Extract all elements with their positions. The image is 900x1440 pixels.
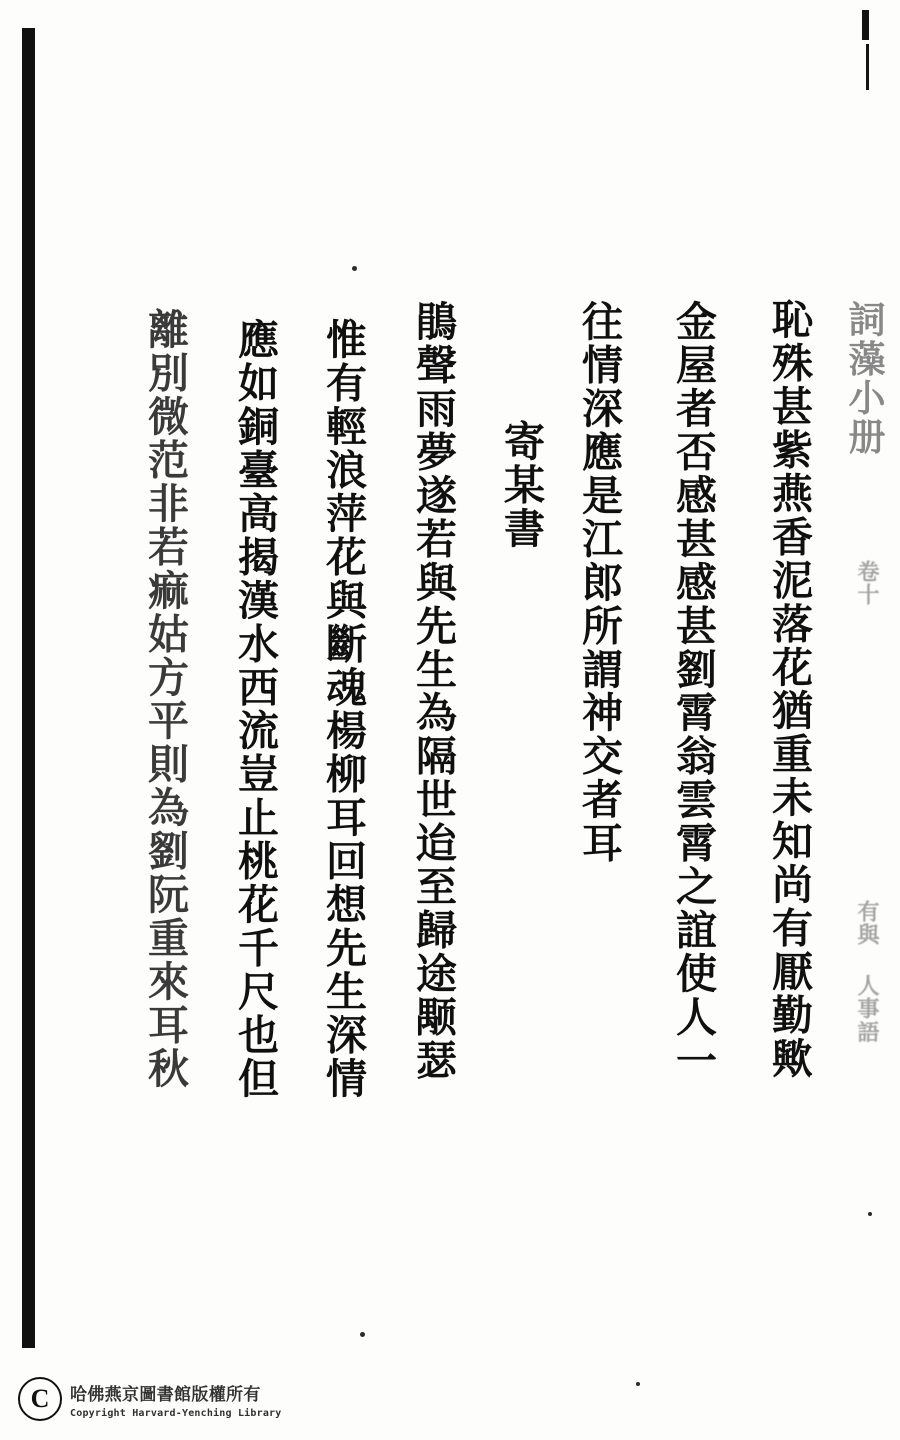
library-copyright-stamp <box>18 1366 338 1432</box>
stamp-chinese-text: 哈佛燕京圖書館版權所有 <box>70 1384 261 1405</box>
text-column-3: 往情深應是江郎所謂神交者耳 <box>575 300 623 865</box>
scan-speck <box>352 266 357 271</box>
text-column-1: 恥殊甚紫燕香泥落花猶重未知尚有厭勤歟 <box>765 298 813 1081</box>
stamp-english-text: Copyright Harvard-Yenching Library <box>70 1407 282 1419</box>
text-column-7: 應如銅臺高揭漢水西流豈止桃花千尺也但 <box>231 318 279 1101</box>
header-side-note: 有與 人事語 <box>854 900 880 1044</box>
stamp-text <box>70 1380 282 1419</box>
text-column-6: 惟有輕浪萍花與斷魂楊柳耳回想先生深情 <box>319 318 367 1101</box>
scan-speck <box>636 1382 640 1386</box>
copyright-symbol: C <box>18 1377 62 1421</box>
text-column-8: 離別微范非若痲姑方平則為劉阮重來耳秋 <box>141 308 189 1091</box>
volume-mark: 卷十 <box>854 560 880 607</box>
text-column-2: 金屋者否感甚感甚劉霄翁雲霄之誼使人一 <box>669 300 717 1083</box>
scan-speck <box>868 1212 872 1216</box>
section-heading: 寄某書 <box>497 420 545 551</box>
scan-speck <box>360 1332 365 1337</box>
text-column-5: 鵑聲雨夢遂若與先生為隔世迨至歸途颙瑟 <box>409 300 457 1083</box>
running-title: 詞藻小册 <box>842 300 886 457</box>
